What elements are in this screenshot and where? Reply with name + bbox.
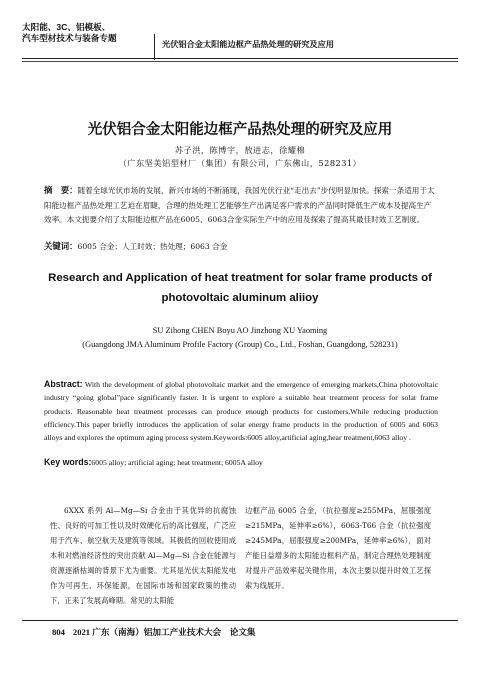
abstract-en-label: Abstract: — [44, 379, 83, 389]
abstract-cn — [44, 183, 438, 228]
keywords-en — [44, 457, 438, 467]
page-footer — [0, 620, 480, 640]
running-header — [22, 20, 458, 60]
keywords-en-label: Key words: — [44, 457, 92, 467]
page-number: 804 — [52, 627, 65, 637]
series-line-1: 太阳能、3C、铝模板、 — [22, 22, 111, 32]
header-rule-thin — [22, 61, 458, 62]
running-title: 光伏铝合金太阳能边框产品热处理的研究及应用 — [162, 40, 334, 49]
authors-en: SU Zihong CHEN Boyu AO Jinzhong XU Yaoming — [152, 326, 328, 335]
authors-cn: 苏子洪，陈博宇，敖进志，徐耀棉 — [174, 145, 306, 155]
conference-name: 2021 广东（南海）铝加工产业技术大会 论文集 — [72, 627, 256, 637]
abstract-en — [44, 378, 438, 444]
abstract-cn-text: 随着全球光伏市场的发展，新兴市场的不断涌现，我国光伏行业“走出去”步伐明显加快。探索一条适用于太阳能边框产品热处理工艺迫在眉睫，合理的热处理工艺能够生产出满足客户需求的产品同时降低生产成本及提高生产效率。本文扼要介绍了太阳能边框产品在6005、6063合金实际生产中的应用及探索了提高其最佳时效工艺制度。 — [44, 186, 435, 224]
keywords-cn — [44, 240, 438, 252]
body-column-right: 边框产品 6005 合金，（抗拉强度≥255MPa，屈服强度≥215MPa，延伸率≥6%），6063-T66 合金（抗拉强度≥245MPa，屈服强度≥200MPa，延伸率≥6%），面对产能日益增多的太阳能边框料产品，制定合理热处理制度对提升产品效率起关键作用，本次主要以提升时效工艺探索为线展开。 — [245, 506, 431, 590]
header-divider — [154, 34, 155, 60]
keywords-cn-label: 关键词： — [44, 241, 78, 251]
affiliation-en: (Guangdong JMA Aluminum Profile Factory (Group) Co., Ltd., Foshan, Guangdong, 528231) — [82, 340, 398, 349]
series-label — [22, 22, 150, 44]
body-column-left: 6XXX 系列 Al—Mg—Si 合金由于其优异的抗腐蚀性、良好的可加工性以及时效硬化后的高比强度，广泛应用于汽车、航空航天及建筑等领域。其极低的回收使用成本和对燃油经济性的突出贡献 Al—Mg—Si 合金在能源与资源逐渐枯竭的背景下尤为重要。尤其是光伏太阳能发电作为可再生、环保能源，在国际市场和国家政策的推动下，正来了发展高峰期。常见的太阳能 — [50, 506, 236, 605]
footer-text — [52, 626, 256, 638]
paper-title-en: Research and Application of heat treatment for solar frame products of photovoltaic aluminum aliioy — [48, 272, 432, 304]
keywords-en-text: 6005 alloy; artificial aging; heat treatment; 6005A alloy — [91, 458, 263, 467]
abstract-en-text: With the development of global photovoltaic market and the emergence of emerging markets,China photovoltaic industry “going global”pace significantly faster. It is urgent to explore a suitable heat treatment process for solar frame products. Reasonable heat treatment processes can produce enough products for customers,While reducing production efficiency.This paper briefly introduces the application of solar energy frame products in the production of 6005 and 6063 alloys and explores the optimum aging process system.Keywords:6005 alloy,artificial aging,hear treatment,6063 alloy . — [44, 380, 438, 443]
series-line-2: 汽车型材技术与装备专题 — [22, 33, 117, 43]
paper-title-cn: 光伏铝合金太阳能边框产品热处理的研究及应用 — [87, 122, 393, 138]
header-rule — [22, 58, 458, 59]
affiliation-cn: （广东坚美铝型材厂（集团）有限公司，广东佛山，528231） — [118, 158, 362, 168]
footer-rule — [22, 620, 458, 621]
abstract-cn-label: 摘 要： — [44, 185, 78, 195]
keywords-cn-text: 6005 合金；人工时效；热处理；6063 合金 — [77, 242, 228, 251]
